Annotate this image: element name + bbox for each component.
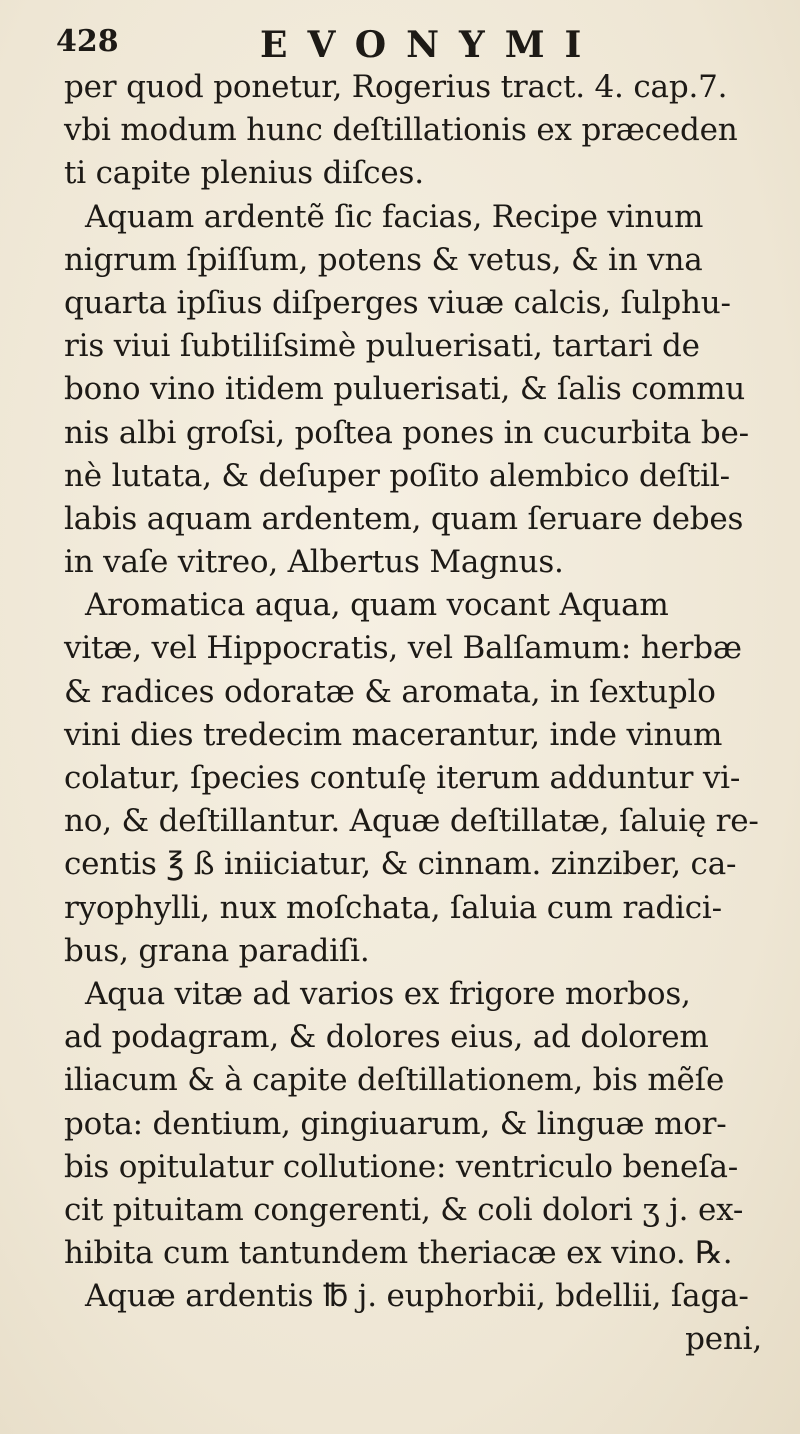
page-header — [56, 20, 756, 68]
text-line: Aromatica aqua, quam vocant Aquam — [85, 587, 669, 624]
text-line: iliacum & à capite deſtillationem, bis mẽſe — [64, 1062, 725, 1099]
text-line: pota: dentium, gingiuarum, & linguæ mor- — [64, 1105, 727, 1142]
text-line: per quod ponetur, Rogerius tract. 4. cap.7. — [64, 69, 728, 105]
text-line: labis aquam ardentem, quam ſeruare debes — [64, 500, 744, 537]
text-line: bis opitulatur collutione: ventriculo beneſa- — [64, 1148, 739, 1185]
catchword: peni, — [685, 1321, 762, 1358]
text-line: colatur, ſpecies contuſę iterum adduntur vi- — [64, 760, 741, 796]
text-line: cit pituitam congerenti, & coli dolori ʒ j. ex- — [64, 1191, 744, 1228]
running-title: EVONYMI — [260, 24, 602, 66]
text-line: vitæ, vel Hippocratis, vel Balſamum: herbæ — [64, 630, 742, 667]
text-line: centis ℥ ß iniiciatur, & cinnam. zinziber, ca- — [64, 846, 737, 883]
text-line: nè lutata, & deſuper poſito alembico deſtil- — [64, 457, 730, 494]
text-line: in vaſe vitreo, Albertus Magnus. — [64, 544, 564, 581]
text-line: bono vino itidem puluerisati, & ſalis commu — [64, 371, 746, 408]
text-line: hibita cum tantundem theriacæ ex vino. ℞. — [64, 1235, 733, 1272]
text-line: quarta ipſius diſperges viuæ calcis, ſulphu- — [64, 284, 731, 321]
text-line: no, & deſtillantur. Aquæ deſtillatæ, ſaluię re- — [64, 803, 759, 840]
text-line: ryophylli, nux moſchata, ſaluia cum radici- — [64, 889, 722, 926]
text-line: bus, grana paradiſi. — [64, 932, 370, 969]
body-text — [64, 66, 774, 1362]
text-line: nigrum ſpiſſum, potens & vetus, & in vna — [64, 241, 703, 278]
text-line: ris viui ſubtiliſsimè puluerisati, tartari de — [64, 328, 700, 365]
text-line: & radices odoratæ & aromata, in ſextuplo — [64, 673, 716, 710]
text-line: Aquam ardentẽ ſic facias, Recipe vinum — [85, 198, 704, 235]
text-line: nis albi groſsi, poſtea pones in cucurbita be- — [64, 414, 749, 451]
text-line: ti capite plenius diſces. — [64, 155, 424, 192]
text-line: vini dies tredecim macerantur, inde vinum — [64, 716, 723, 753]
text-line: Aqua vitæ ad varios ex frigore morbos, — [85, 975, 691, 1012]
text-line: Aquæ ardentis ℔ j. euphorbii, bdellii, ſaga- — [85, 1278, 749, 1315]
text-line: vbi modum hunc deſtillationis ex præceden — [64, 112, 738, 149]
text-line: ad podagram, & dolores eius, ad dolorem — [64, 1019, 709, 1056]
page-number: 428 — [56, 24, 119, 59]
